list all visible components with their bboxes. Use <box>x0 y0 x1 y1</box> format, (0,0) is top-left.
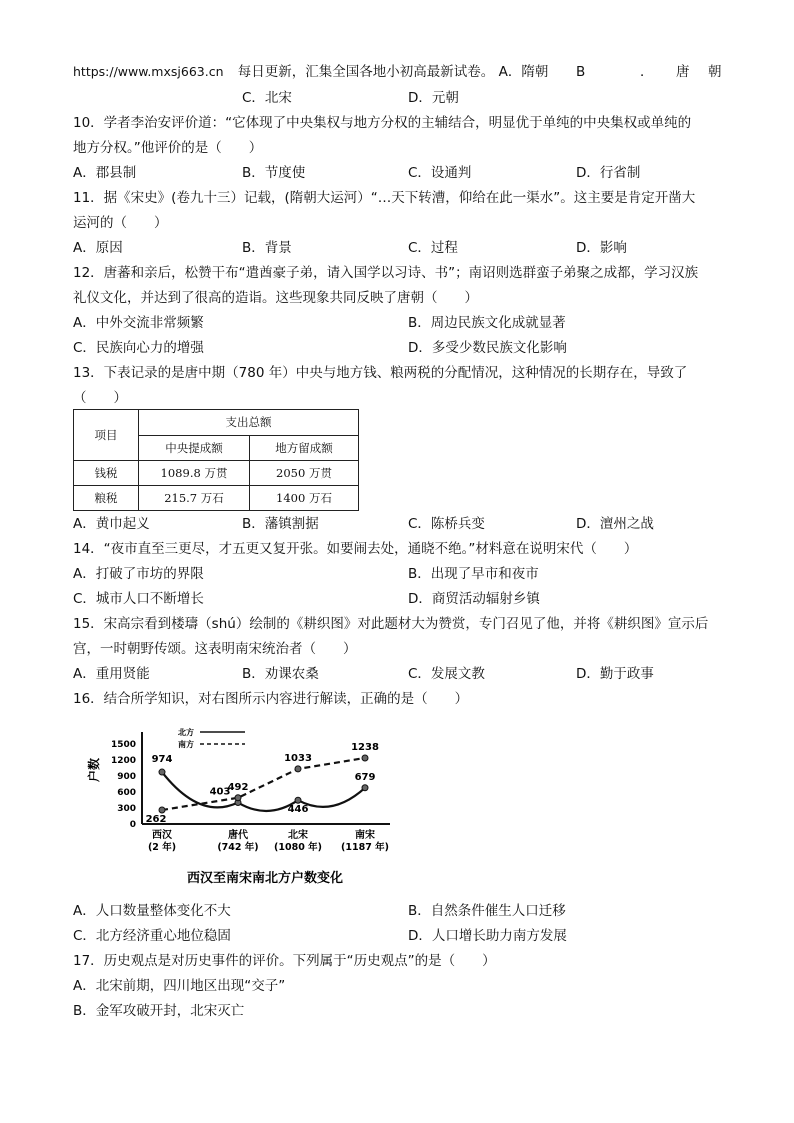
data-label: 262 <box>145 814 167 826</box>
q13-stem-1: 13．下表记录的是唐中期（780 年）中央与地方钱、粮两税的分配情况，这种情况的长期存在，导致了 <box>73 365 688 381</box>
q15-option-a[interactable]: A．重用贤能 <box>73 666 150 682</box>
table-col-central: 中央提成额 <box>139 435 250 461</box>
q11-stem-1: 11．据《宋史》(卷九十三）记载，(隋朝大运河）“…天下转漕，仰给在此一渠水”。这主要是肯定开凿大 <box>73 190 696 206</box>
legend-label: 南方 <box>178 740 194 749</box>
table-cell: 钱税 <box>74 461 139 486</box>
table-cell: 1089.8 万贯 <box>139 461 250 486</box>
q14-option-c[interactable]: C．城市人口不断增长 <box>73 591 204 607</box>
q15-option-d[interactable]: D．勤于政事 <box>576 666 654 682</box>
q12-option-d[interactable]: D．多受少数民族文化影响 <box>408 340 567 356</box>
data-point <box>362 755 368 761</box>
series-line-south <box>162 758 365 810</box>
y-tick-label: 1500 <box>110 740 136 750</box>
y-tick-label: 300 <box>117 804 136 814</box>
x-tick-sublabel: (742 年) <box>217 842 259 853</box>
q11-stem-2: 运河的（ ） <box>73 215 168 231</box>
table-cell: 粮税 <box>74 486 139 511</box>
q11-option-b[interactable]: B．背景 <box>242 240 292 256</box>
q13-option-c[interactable]: C．陈桥兵变 <box>408 516 485 532</box>
q9-option-a[interactable]: A．隋朝 <box>498 64 549 80</box>
x-tick-sublabel: (2 年) <box>147 842 177 853</box>
legend-label: 北方 <box>178 728 194 737</box>
q15-stem-2: 宫，一时朝野传颂。这表明南宋统治者（ ） <box>73 641 357 657</box>
table-row <box>74 461 359 486</box>
q14-option-a[interactable]: A．打破了市坊的界限 <box>73 566 204 582</box>
q14-option-d[interactable]: D．商贸活动辐射乡镇 <box>408 591 540 607</box>
q13-option-b[interactable]: B．藩镇割据 <box>242 516 319 532</box>
y-tick-label: 600 <box>117 788 136 798</box>
chart-title: 西汉至南宋南北方户数变化 <box>186 871 344 886</box>
q16-option-c[interactable]: C．北方经济重心地位稳固 <box>73 928 231 944</box>
source-url[interactable]: https://www.mxsj663.cn <box>73 64 224 79</box>
y-tick-label: 1200 <box>110 756 136 766</box>
q12-option-c[interactable]: C．民族向心力的增强 <box>73 340 204 356</box>
q9-option-b-dot: ． <box>640 64 654 80</box>
q9-option-d[interactable]: D．元朝 <box>408 90 459 106</box>
q10-stem-2: 地方分权。”他评价的是（ ） <box>73 140 263 156</box>
data-label: 492 <box>227 781 249 793</box>
table-cell: 215.7 万石 <box>139 486 250 511</box>
q10-stem-1: 10．学者李治安评价道：“它体现了中央集权与地方分权的主辅结合，明显优于单纯的中央集权或单纯的 <box>73 115 692 131</box>
q11-option-a[interactable]: A．原因 <box>73 240 123 256</box>
data-label: 1033 <box>284 752 312 764</box>
table-item-header: 项目 <box>74 410 139 461</box>
data-label: 679 <box>354 771 376 783</box>
data-label: 1238 <box>351 741 379 753</box>
promo-text: 每日更新，汇集全国各地小初高最新试卷。 <box>237 64 495 80</box>
q17-stem-1: 17．历史观点是对历史事件的评价。下列属于“历史观点”的是（ ） <box>73 953 496 969</box>
q9-option-b-text2: 朝 <box>708 64 722 80</box>
table-cell: 2050 万贯 <box>250 461 359 486</box>
q14-stem-1: 14．“夜市直至三更尽，才五更又复开张。如要闹去处，通晓不绝。”材料意在说明宋代（ ） <box>73 541 638 557</box>
q16-option-a[interactable]: A．人口数量整体变化不大 <box>73 903 231 919</box>
x-tick-sublabel: (1080 年) <box>274 842 322 853</box>
q9-option-b[interactable]: B <box>576 64 586 80</box>
table-cell: 1400 万石 <box>250 486 359 511</box>
q9-option-c[interactable]: C．北宋 <box>242 90 292 106</box>
data-label: 403 <box>209 786 231 798</box>
q9-option-b-text1: 唐 <box>676 64 690 80</box>
x-tick-label: 南宋 <box>355 830 375 841</box>
q14-option-b[interactable]: B．出现了早市和夜市 <box>408 566 539 582</box>
data-point <box>362 785 368 791</box>
x-tick-label: 唐代 <box>228 830 248 841</box>
data-label: 974 <box>151 754 173 766</box>
q13-stem-2: （ ） <box>73 390 127 406</box>
data-point <box>159 807 165 813</box>
data-point <box>235 795 241 801</box>
q12-option-b[interactable]: B．周边民族文化成就显著 <box>408 315 566 331</box>
table-row <box>74 486 359 511</box>
population-chart <box>87 722 420 887</box>
q10-option-d[interactable]: D．行省制 <box>576 165 641 181</box>
data-point <box>159 769 165 775</box>
data-point <box>295 766 301 772</box>
table-col-local: 地方留成额 <box>250 435 359 461</box>
x-tick-sublabel: (1187 年) <box>341 842 389 853</box>
q10-option-c[interactable]: C．设通判 <box>408 165 472 181</box>
x-tick-label: 北宋 <box>288 830 308 841</box>
q10-option-b[interactable]: B．节度使 <box>242 165 306 181</box>
q11-option-c[interactable]: C．过程 <box>408 240 458 256</box>
q13-option-a[interactable]: A．黄巾起义 <box>73 516 150 532</box>
q16-option-b[interactable]: B．自然条件催生人口迁移 <box>408 903 566 919</box>
y-tick-label: 0 <box>129 820 136 830</box>
q13-option-d[interactable]: D．澶州之战 <box>576 516 654 532</box>
y-tick-label: 900 <box>117 772 136 782</box>
q16-option-d[interactable]: D．人口增长助力南方发展 <box>408 928 567 944</box>
q17-option-a[interactable]: A．北宋前期，四川地区出现“交子” <box>73 978 286 994</box>
data-label: 446 <box>287 804 309 816</box>
q12-stem-2: 礼仪文化，并达到了很高的造诣。这些现象共同反映了唐朝（ ） <box>73 290 478 306</box>
data-point <box>295 797 301 803</box>
y-axis-label: 户数 <box>87 757 101 783</box>
q16-stem-1: 16．结合所学知识，对右图所示内容进行解读，正确的是（ ） <box>73 691 469 707</box>
q15-stem-1: 15．宋高宗看到楼璹（shú）绘制的《耕织图》对此题材大为赞赏，专门召见了他，并将《耕织图》宣示后 <box>73 616 709 632</box>
table-group-header: 支出总额 <box>139 410 359 436</box>
q11-option-d[interactable]: D．影响 <box>576 240 627 256</box>
q15-option-b[interactable]: B．劝课农桑 <box>242 666 319 682</box>
x-tick-label: 西汉 <box>152 830 172 841</box>
q15-option-c[interactable]: C．发展文教 <box>408 666 485 682</box>
q17-option-b[interactable]: B．金军攻破开封，北宋灭亡 <box>73 1003 245 1019</box>
tax-table <box>73 409 359 511</box>
q12-option-a[interactable]: A．中外交流非常频繁 <box>73 315 204 331</box>
header-line <box>73 63 548 81</box>
q12-stem-1: 12．唐蕃和亲后，松赞干布“遣酋豪子弟，请入国学以习诗、书”；南诏则选群蛮子弟聚之成都，学习汉族 <box>73 265 699 281</box>
q10-option-a[interactable]: A．郡县制 <box>73 165 137 181</box>
